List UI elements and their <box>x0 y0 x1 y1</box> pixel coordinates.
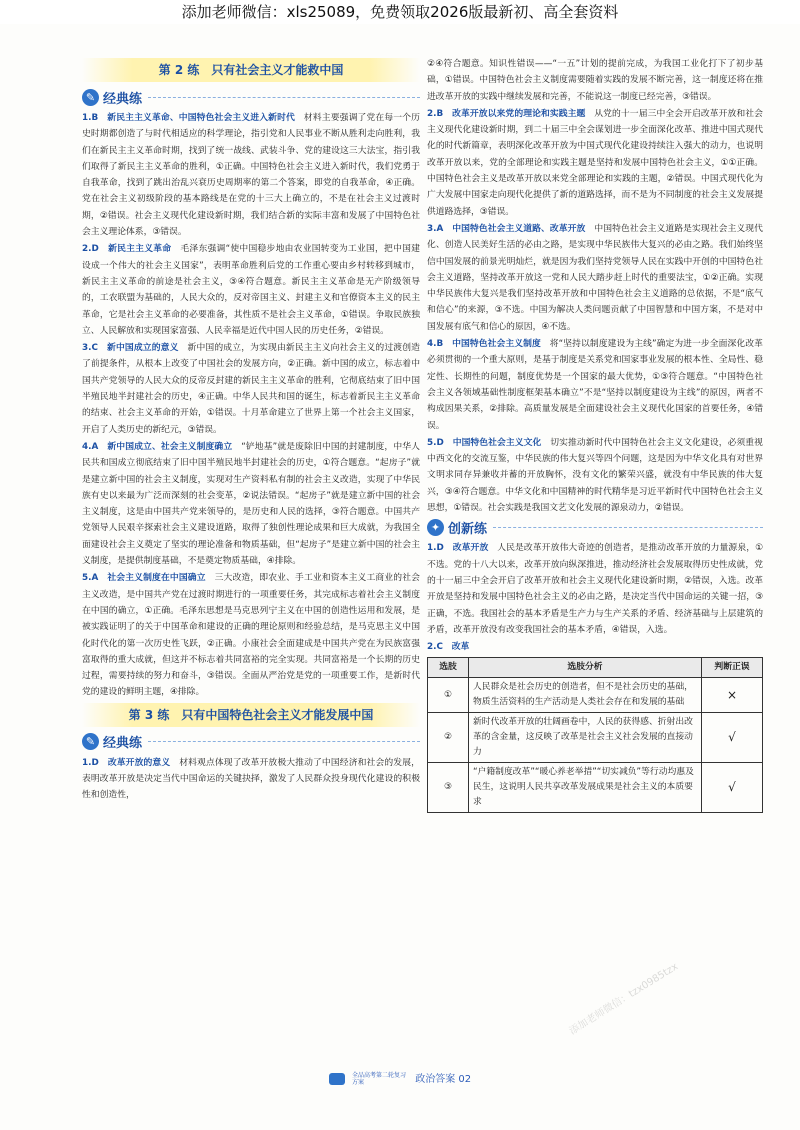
section-title: 第 3 练 只有中国特色社会主义才能发展中国 <box>82 703 420 727</box>
right-column <box>427 56 763 813</box>
brand-logo-text: 全品高考第二轮复习方案 <box>352 1072 407 1086</box>
table-row <box>428 713 763 763</box>
answer-topic: 新民主主义革命 <box>108 244 172 255</box>
answer-topic: 中国特色社会主义制度 <box>452 339 541 350</box>
answer-topic: 改革开放的意义 <box>107 757 171 768</box>
subsection-label: 经典练 <box>103 91 143 107</box>
answer-item <box>82 241 420 339</box>
answer-topic: 新中国成立的意义 <box>107 343 179 354</box>
answer-number: 1.D <box>82 757 99 768</box>
table-header: 判断正误 <box>702 658 763 678</box>
brand-logo-icon <box>329 1073 345 1085</box>
answer-number: 1.D <box>427 543 444 554</box>
answer-number: 5.A <box>82 573 99 584</box>
answer-topic: 中国特色社会主义道路、改革开放 <box>452 223 586 234</box>
pencil-icon: ✎ <box>82 89 99 106</box>
answer-item <box>427 106 763 220</box>
answer-body: 材料主要强调了党在每一个历史时期都创造了与时代相适应的科学理论，指引党和人民事业不断从胜利走向胜利，我们在新民主主义革命时期，找到了统一战线、武装斗争、党的建设这三大法宝，指引我们取得了新民主主义革命的胜利，①正确。中国特色社会主义进入新时代，我们党勇于自我革命，找到了跳出治乱兴衰历史周期率的第二个答案，即党的自我革命，④正确。党在社会主义初级阶段的基本路线是在党的十三大上确立的，不是在社会主义过渡时期，②错误。社会主义现代化建设新时期，我们结合新的实际丰富和发展了中国特色社会主义理论体系，③错误。 <box>82 113 420 238</box>
verdict-cell: × <box>702 678 763 713</box>
answer-topic: 改革开放以来党的理论和实践主题 <box>452 108 586 119</box>
answer-item <box>82 439 420 569</box>
answer-item <box>427 435 763 516</box>
option-cell: ③ <box>428 763 469 813</box>
verdict-cell: √ <box>702 763 763 813</box>
answer-item <box>427 336 763 434</box>
analysis-cell: 新时代改革开放的壮阔画卷中，人民的获得感、折射出改革的含金量，这反映了改革是社会主义社会发展的直接动力 <box>469 713 702 763</box>
analysis-cell: 人民群众是社会历史的创造者，但不是社会历史的基础，物质生活资料的生产活动是人类社会存在和发展的基础 <box>469 678 702 713</box>
option-cell: ② <box>428 713 469 763</box>
section-title: 第 2 练 只有社会主义才能救中国 <box>82 58 420 82</box>
answer-body: 三大改造，即农业、手工业和资本主义工商业的社会主义改造，是中国共产党在过渡时期进行的一项重要任务，其完成标志着社会主义制度在中国的确立，①正确。毛泽东思想是马克思列宁主义在中国的创造性运用和发展，是被实践证明了的关于中国革命和建设的正确的理论原则和经验总结，是马克思主义中国化时代化的第一次历史性飞跃，②正确。小康社会全面建成是中国共产党在为民族富强富取得的重大成就，但这并不标志着共同富裕的完全实现。共同富裕是一个长期的历史过程，需要持续的努力和奋斗，③错误。全面从严治党是党的一项重要工作，是新时代党的建设的鲜明主题，④排除。 <box>82 573 420 698</box>
analysis-cell: “户籍制度改革”“暖心养老举措”“切实减负”等行动均惠及民生，这说明人民共享改革发展成果是社会主义的本质要求 <box>469 763 702 813</box>
answer-number: 3.C <box>82 343 98 354</box>
answer-topic: 中国特色社会主义文化 <box>452 437 542 448</box>
answer-body: 人民是改革开放伟大奇迹的创造者，是推动改革开放的力量源泉，①不选。党的十八大以来，改革开放向纵深推进，推动经济社会发展取得历史性成就，党的十一届三中全会开启了改革开放和社会主义现代化建设新时期，②错误，入选。改革开放是坚持和发展中国特色社会主义的必由之路，是决定当代中国命运的关键一招，③正确，不选。我国社会的基本矛盾是生产力与生产关系的矛盾、经济基础与上层建筑的矛盾，改革开放没有改变我国社会的基本矛盾，④错误，入选。 <box>427 543 763 635</box>
left-column <box>82 56 420 805</box>
divider <box>493 527 763 528</box>
subsection-header <box>82 733 420 751</box>
watermark: 添加老师微信：tzx0985tzx <box>567 961 681 1038</box>
answer-body: 从党的十一届三中全会开启改革开放和社会主义现代化建设新时期，到二十届三中全会谋划进一步全面深化改革、推进中国式现代化的时代新篇章，表明深化改革开放为中国式现代化建设持续注入强大的动力，也说明改革开放以来，党的全部理论和实践主题是坚持和发展中国特色社会主义，①①正确。中国特色社会主义是改革开放以来党全部理论和实践的主题，②错误。中国式现代化为广大发展中国家走向现代化提供了新的道路选择，而不是为不同制度的社会主义发展提供道路选择，③错误。 <box>427 108 763 217</box>
answer-topic: 新中国成立、社会主义制度确立 <box>107 441 233 452</box>
answer-continuation: ②④符合题意。知识性错误——“一五”计划的提前完成，为我国工业化打下了初步基础，①错误。中国特色社会主义制度需要随着实践的发展不断完善，这一制度还将在推进改革开放的实践中继续发展和完善，不能说这一制度已经完善，③错误。 <box>427 59 763 102</box>
answer-number: 4.B <box>427 339 444 350</box>
answer-body: 中国特色社会主义道路是实现社会主义现代化、创造人民美好生活的必由之路，是实现中华民族伟大复兴的必由之路。我们始终坚信中国发展的前景光明灿烂，就是因为我们坚持党领导人民在实践中开创的中国特色社会主义道路，坚持改革开放这一党和人民大踏步赶上时代的重要法宝，①②正确。实现中华民族伟大复兴是我们坚持改革开放和中国特色社会主义道路的总依据，不是“底气和信心”的来源，③不选。中国为解决人类问题贡献了中国智慧和中国方案，不是对中国发展有底气和信心的原因，④不选。 <box>427 223 763 332</box>
option-cell: ① <box>428 678 469 713</box>
answer-topic: 新民主主义革命、中国特色社会主义进入新时代 <box>107 113 295 123</box>
answer-body: 新中国的成立，为实现由新民主主义向社会主义的过渡创造了前提条件，从根本上改变了中国社会的发展方向，②正确。新中国的成立，标志着中国共产党领导的人民大众的反帝反封建的新民主主义革命的胜利，它彻底结束了旧中国半殖民地半封建社会的历史，④正确。中华人民共和国的诞生，标志着新民主主义革命的结束、社会主义革命的开始，①错误。十月革命建立了世界上第一个社会主义国家，开启了人类历史的新纪元，③错误。 <box>82 343 420 435</box>
subsection-header <box>427 518 763 536</box>
lightbulb-icon: ✦ <box>427 519 444 536</box>
answer-number: 5.D <box>427 437 444 448</box>
answer-number: 2.C <box>427 642 443 653</box>
answer-item <box>82 110 420 240</box>
verdict-cell: √ <box>702 713 763 763</box>
table-header: 选肢分析 <box>469 658 702 678</box>
answer-body: “铲地基”就是废除旧中国的封建制度，中华人民共和国成立彻底结束了旧中国半殖民地半封建社会的历史，①符合题意。“起房子”就是建立新中国的社会主义制度，实现对生产资料私有制的社会主义改造，实现了中华民族有史以来最为广泛而深刻的社会变革，②说法错误。“起房子”就是建立新中国的社会主义制度，这是由中国共产党来领导的，是历史和人民的选择，③符合题意。中国共产党领导人民艰辛探索社会主义建设道路，取得了独创性理论成果和巨大成就，为我国全面建设社会主义奠定了坚实的理论准备和物质基础，但“起房子”是建立新中国的社会主义制度，是提供制度基础，不是奠定物质基础，④排除。 <box>82 441 420 567</box>
answer-item <box>82 755 420 804</box>
subsection-header <box>82 88 420 106</box>
answer-number: 2.D <box>82 244 99 255</box>
answer-topic: 改革 <box>451 642 470 653</box>
pencil-icon: ✎ <box>82 733 99 750</box>
divider <box>148 741 420 742</box>
answer-topic: 改革开放 <box>452 543 489 554</box>
subsection-label: 经典练 <box>103 736 143 752</box>
answer-item <box>427 221 763 335</box>
subsection-label: 创新练 <box>448 521 488 537</box>
footer-label: 政治答案 02 <box>415 1074 472 1085</box>
answer-number: 4.A <box>82 441 99 452</box>
answer-body: 切实推动新时代中国特色社会主义文化建设，必须重视中西文化的交流互鉴，中华民族的伟大复兴等四个问题，这是因为中华文化具有对世界文明求同存异兼收并蓄的开放胸怀，没有文化的繁荣兴盛，就没有中华民族的伟大复兴，③④符合题意。中华文化和中国精神的时代精华是习近平新时代中国特色社会主义思想，①错误。社会实践是我国文艺文化发展的源泉动力，②错误。 <box>427 437 763 514</box>
analysis-table <box>427 657 763 813</box>
answer-body: 毛泽东强调“使中国稳步地由农业国转变为工业国，把中国建设成一个伟大的社会主义国家”，表明革命胜利后党的工作重心要由乡村转移到城市，新民主主义革命的前途是社会主义，③④符合题意。新民主主义革命是无产阶级领导的，工农联盟为基础的，人民大众的，反对帝国主义、封建主义和官僚资本主义的民主革命，它是社会主义革命的必要准备，其性质不是社会主义革命，①错误。争取民族独立、人民解放和实现国家富强、人民幸福是近代中国人民的历史任务，②错误。 <box>82 244 420 336</box>
table-header: 选肢 <box>428 658 469 678</box>
answer-item <box>427 639 763 655</box>
answer-body: 材料观点体现了改革开放极大推动了中国经济和社会的发展，表明改革开放是决定当代中国命运的关键抉择，激发了人民群众投身现代化建设的积极性和创造性， <box>82 757 420 801</box>
answer-item <box>82 340 420 438</box>
answer-body: 将“坚持以制度建设为主线”确定为进一步全面深化改革必须贯彻的一个重大原则，是基于制度是关系党和国家事业发展的根本性、全局性、稳定性、长期性的问题，制度优势是一个国家的最大优势，①③符合题意。“中国特色社会主义各领域基础性制度框架基本确立”不是“坚持以制度建设为主线”的原因，两者不构成因果关系，②排除。高质量发展是全面建设社会主义现代化国家的首要任务，④错误。 <box>427 339 763 431</box>
answer-number: 1.B <box>82 113 99 123</box>
answer-topic: 社会主义制度在中国确立 <box>107 573 206 584</box>
table-row <box>428 678 763 713</box>
page-footer <box>0 1070 800 1086</box>
answer-number: 3.A <box>427 223 444 234</box>
answer-item <box>427 540 763 638</box>
answer-number: 2.B <box>427 108 444 119</box>
divider <box>148 97 420 98</box>
promo-banner: 添加老师微信：xls25089，免费领取2026版最新初、高全套资料 <box>0 0 800 24</box>
table-row <box>428 763 763 813</box>
answer-item <box>82 570 420 700</box>
